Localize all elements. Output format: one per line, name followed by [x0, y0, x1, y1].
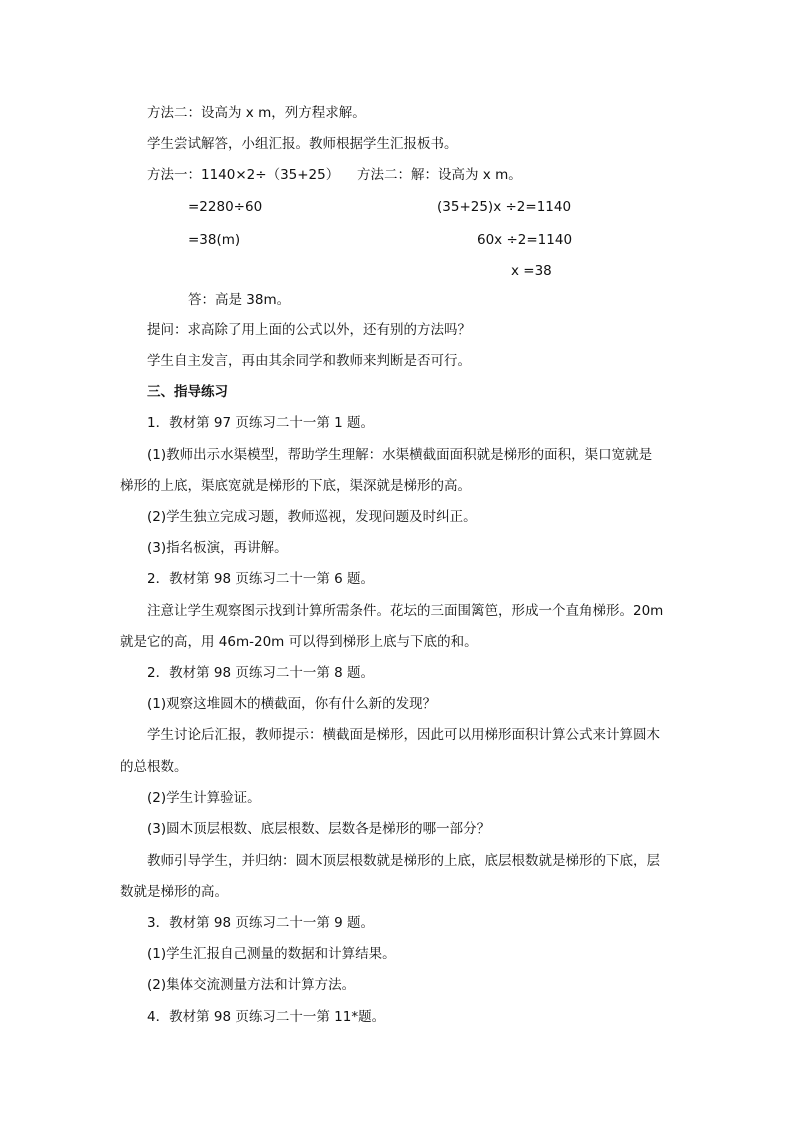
exercise-2-title: 2．教材第 98 页练习二十一第 6 题。 [147, 571, 375, 587]
answer-line: 答：高是 38m。 [188, 292, 291, 308]
exercise-1-step-1-cont: 梯形的上底，渠底宽就是梯形的下底，渠深就是梯形的高。 [120, 478, 471, 494]
student-attempt: 学生尝试解答，小组汇报。教师根据学生汇报板书。 [147, 136, 458, 152]
exercise-3-step-2: (2)学生计算验证。 [147, 790, 261, 806]
exercise-1-step-1: (1)教师出示水渠模型，帮助学生理解：水渠横截面面积就是梯形的面积，渠口宽就是 [147, 447, 653, 463]
exercise-5-title: 4．教材第 98 页练习二十一第 11*题。 [147, 1009, 386, 1025]
method-one-step-1: =2280÷60 [188, 199, 263, 215]
exercise-4-step-2: (2)集体交流测量方法和计算方法。 [147, 977, 356, 993]
discussion-line: 学生自主发言，再由其余同学和教师来判断是否可行。 [147, 353, 471, 369]
exercise-1-step-2: (2)学生独立完成习题，教师巡视，发现问题及时纠正。 [147, 509, 477, 525]
method-two-solution: 方法二：解：设高为 x m。 [357, 167, 522, 183]
method-two-result: x =38 [511, 263, 552, 279]
exercise-3-summary: 教师引导学生，并归纳：圆木顶层根数就是梯形的上底，底层根数就是梯形的下底，层 [147, 853, 660, 869]
method-one-step-2: =38(m) [188, 232, 241, 248]
exercise-2-note-cont: 就是它的高，用 46m-20m 可以得到梯形上底与下底的和。 [120, 634, 478, 650]
section-heading: 三、指导练习 [147, 384, 228, 400]
exercise-4-step-1: (1)学生汇报自己测量的数据和计算结果。 [147, 946, 396, 962]
method-two-intro: 方法二：设高为 x m，列方程求解。 [147, 105, 366, 121]
method-two-step-2: 60x ÷2=1140 [477, 232, 573, 248]
exercise-2-note: 注意让学生观察图示找到计算所需条件。花坛的三面围篱笆，形成一个直角梯形。20m [147, 603, 664, 619]
method-one-formula: 方法一：1140×2÷（35+25） [147, 167, 340, 183]
exercise-4-title: 3．教材第 98 页练习二十一第 9 题。 [147, 915, 375, 931]
exercise-3-step-3: (3)圆木顶层根数、底层根数、层数各是梯形的哪一部分？ [147, 821, 491, 837]
exercise-1-title: 1．教材第 97 页练习二十一第 1 题。 [147, 415, 375, 431]
exercise-1-step-3: (3)指名板演，再讲解。 [147, 540, 288, 556]
exercise-3-title: 2．教材第 98 页练习二十一第 8 题。 [147, 665, 375, 681]
exercise-3-discussion-cont: 的总根数。 [120, 759, 188, 775]
question-line: 提问：求高除了用上面的公式以外，还有别的方法吗？ [147, 322, 471, 338]
exercise-3-summary-cont: 数就是梯形的高。 [120, 884, 228, 900]
exercise-3-discussion: 学生讨论后汇报，教师提示：横截面是梯形，因此可以用梯形面积计算公式来计算圆木 [147, 727, 660, 743]
method-two-step-1: (35+25)x ÷2=1140 [437, 199, 572, 215]
exercise-3-step-1: (1)观察这堆圆木的横截面，你有什么新的发现？ [147, 696, 437, 712]
